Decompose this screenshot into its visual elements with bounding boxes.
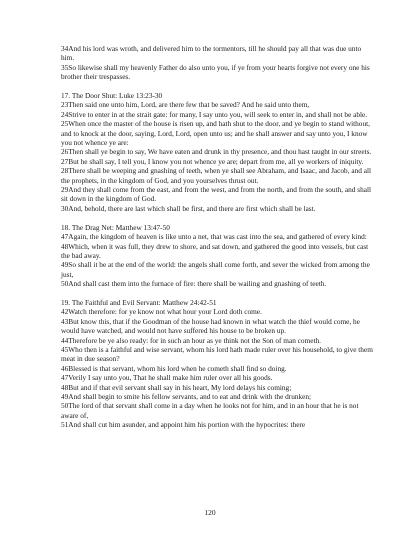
section-door-shut <box>61 91 375 213</box>
verse: 49And shall begin to smite his fellow servants, and to eat and drink with the drunken; <box>61 391 312 401</box>
section-heading: 18. The Drag Net: Matthew 13:47-50 <box>61 222 170 232</box>
verse: 50The lord of that servant shall come in a day when he looks not for him, and in an hour that he is not aware of, <box>61 401 359 420</box>
section-drag-net <box>61 223 375 289</box>
verse: 23Then said one unto him, Lord, are there few that be saved? And he said unto them, <box>61 100 310 110</box>
section-heading: 19. The Faithful and Evil Servant: Matthew 24:42-51 <box>61 297 217 307</box>
verse: 47Verily I say unto you, That he shall make him ruler over all his goods. <box>61 373 273 383</box>
verse: 43But know this, that if the Goodman of the house had known in what watch the thief would come, he would have watched, and would not have suffered his house to be broken up. <box>61 316 360 336</box>
verse: 45Who then is a faithful and wise servant, whom his lord hath made ruler over his household, to give them meat in due season? <box>61 344 373 364</box>
verse: 50And shall cast them into the furnace of fire: there shall be wailing and gnashing of teeth. <box>61 279 327 289</box>
verse: 35So likewise shall my heavenly Father do also unto you, if ye from your hearts forgive not every one his brother their trespasses. <box>61 62 370 82</box>
verse: 48Which, when it was full, they drew to shore, and sat down, and gathered the good into vessels, but cast the bad away. <box>61 241 369 260</box>
verse: 25When once the master of the house is risen up, and hath shut to the door, and ye begin to stand without, and to knock at the door, saying, Lord, Lord, open unto us; and he shall answer and say unto you, I know you not whence ye are: <box>61 119 370 148</box>
section-faithful-servant <box>61 298 375 430</box>
verse: 26Then shall ye begin to say, We have eaten and drunk in thy presence, and thou hast taught in our streets. <box>61 147 372 157</box>
verse: 48But and if that evil servant shall say in his heart, My lord delays his coming; <box>61 382 292 392</box>
verse: 44Therefore be ye also ready: for in such an hour as ye think not the Son of man cometh. <box>61 335 321 345</box>
intro-passage <box>61 44 375 82</box>
verse: 49So shall it be at the end of the world: the angels shall come forth, and sever the wicked from among the just, <box>61 260 370 279</box>
verse: 46Blessed is that servant, whom his lord when he cometh shall find so doing. <box>61 363 287 373</box>
section-heading: 17. The Door Shut: Luke 13:23-30 <box>61 91 163 101</box>
page-number: 120 <box>204 508 216 517</box>
page-content <box>61 44 375 439</box>
verse: 34And his lord was wroth, and delivered him to the tormentors, till he should pay all that was due unto him. <box>61 44 362 63</box>
verse: 47Again, the kingdom of heaven is like unto a net, that was cast into the sea, and gathered of every kind: <box>61 232 367 242</box>
verse: 51And shall cut him asunder, and appoint him his portion with the hypocrites: there <box>61 420 306 430</box>
verse: 28There shall be weeping and gnashing of teeth, when ye shall see Abraham, and Isaac, and Jacob, and all the prophets, in the kingdom of God, and you yourselves thrust out. <box>61 166 372 185</box>
verse: 24Strive to enter in at the strait gate: for many, I say unto you, will seek to enter in, and shall not be able. <box>61 109 368 119</box>
verse: 42Watch therefore: for ye know not what hour your Lord doth come. <box>61 307 262 317</box>
verse: 30And, behold, there are last which shall be first, and there are first which shall be last. <box>61 203 316 213</box>
verse: 27But he shall say, I tell you, I know you not whence ye are; depart from me, all ye workers of iniquity. <box>61 156 364 166</box>
verse: 29And they shall come from the east, and from the west, and from the north, and from the south, and shall sit down in the kingdom of God. <box>61 185 372 204</box>
